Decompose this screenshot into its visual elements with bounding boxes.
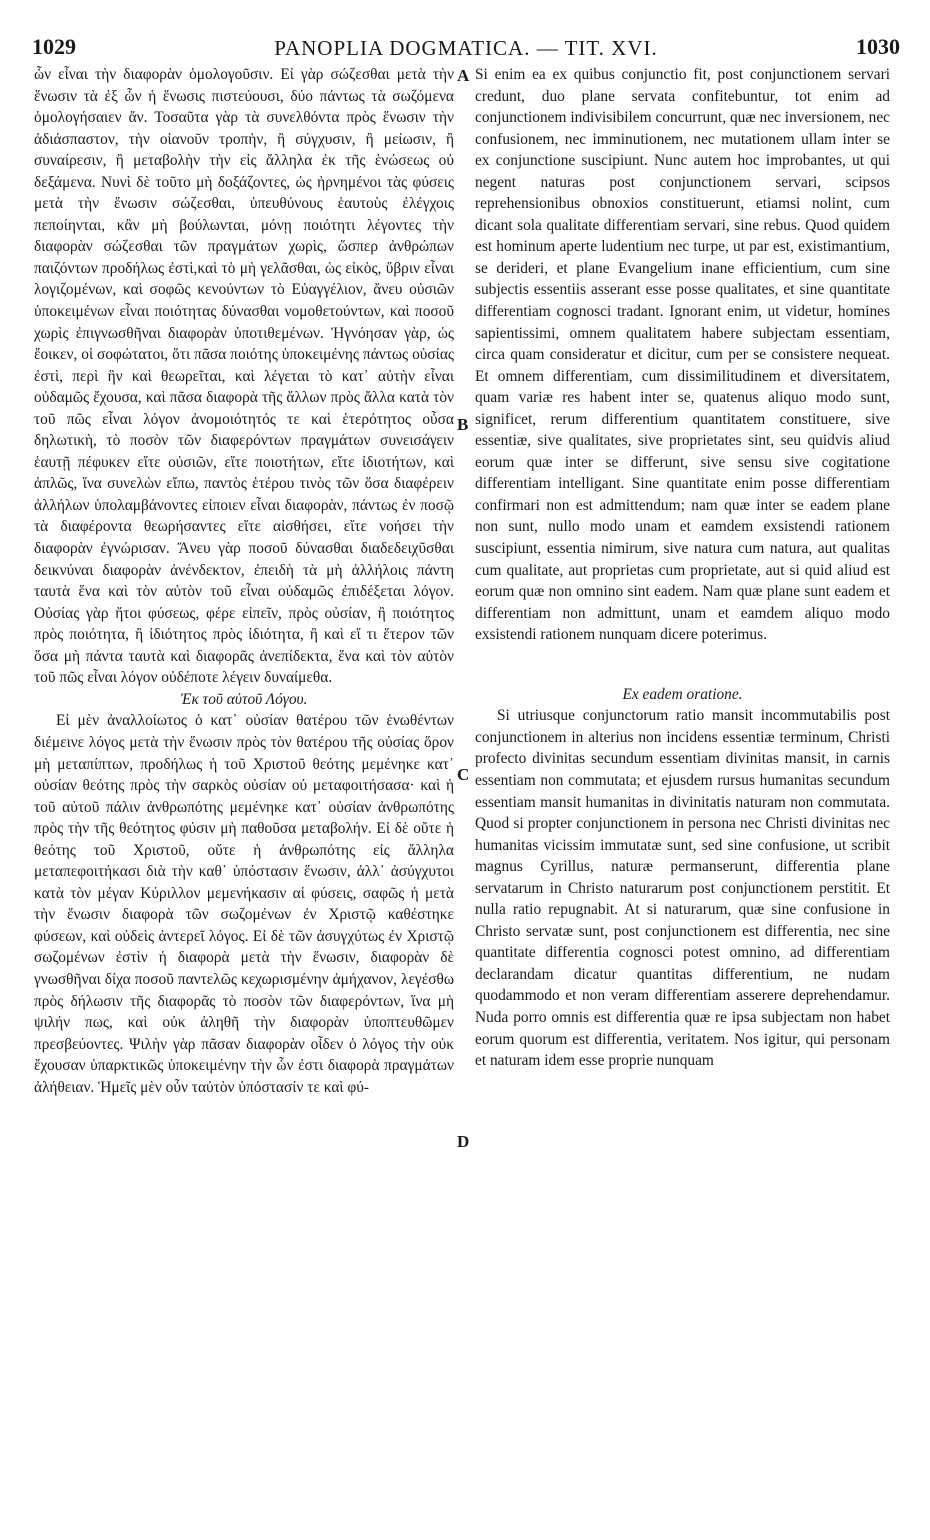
section-marker-d: D [457,1132,470,1151]
section-marker-b: B [457,415,469,434]
greek-paragraph-1: ὧν εἶναι τὴν διαφορὰν ὁμολογοῦσιν. Εἰ γὰρ σώζεσθαι μετὰ τὴν ἕνωσιν τὰ ἐξ ὧν ἡ ἕνωσις πιστεύουσι, δύο πάντως τὰ σωζόμενα ὁμολογήσαιεν ἄν. Τοσαῦτα γὰρ τὰ συνελθόντα πρὸς ἕνωσιν τὴν ἀδιάσπαστον, τὴν οἱανοῦν τροπὴν, ἢ σύγχυσιν, ἢ μείωσιν, ἢ συναίρεσιν, ἢ μεταβολὴν τὴν εἰς ἄλληλα ἐκ τῆς ἑνώσεως οὐ δεξάμενα. Νυνὶ δὲ τοῦτο μὴ δοξάζοντες, ὡς ἠρνημένοι τὰς φύσεις μετὰ τὴν ἕνωσιν σώζεσθαι, ὑπευθύνους ἑαυτοὺς ἐλέγχοις πεποίηνται, κἂν μὴ βούλωνται, μόνῃ ποιότητι λέγοντες τὴν διαφορὰν σώζεσθαι τῶν πραγμάτων χωρὶς, ὥσπερ ἀνθρώπων παιζόντων προδήλως ἐστὶ,καὶ τὸ μὴ γελᾶσθαι, ὡς εἰκὸς, ὕβριν εἶναι λογιζομένων, καὶ σοφῶς κενούντων τὸ Εὐαγγέλιον, ἄνευ οὐσιῶν ὑποκειμένων εἶναι ποιότητας δύνασθαι νομοθετούντων, καὶ ποσοῦ χωρὶς ἐπιγνωσθῆναι διαφορὰν ὑποτιθεμένων. Ἠγνόησαν γὰρ, ὡς ἔοικεν, οἱ σοφώτατοι, ὅτι πᾶσα ποιότης ὑποκειμένης πάντως οὐσίας ἐστὶ, περὶ ἣν καὶ θεωρεῖται, καὶ λέγεται τὸ κατ᾽ αὐτὴν εἶναι οὐδαμῶς ἔχουσα, καὶ πᾶσα διαφορὰ τῆς ἄλλων πρὸς ἄλλα κατὰ τὸν τοῦ πῶς εἶναι λόγον ἀνομοιότητός τε καὶ ἑτερότητος οὖσα δηλωτικὴ, τὸ ποσὸν τῶν διαφερόντων πραγμάτων συνεισάγειν ἑαυτῇ πέφυκεν εἴτε οὐσιῶν, εἴτε ποιοτήτων, εἴτε ἰδιοτήτων, καὶ ἁπλῶς, ἵνα συνελὼν εἴπω, παντὸς ἑτέρου τινὸς τῶν ὅσα διαφέρειν ἀλλήλων ὑπολαμβάνοντες εἰποιεν εἶναι διαφορὰν, πάντως ἐν ποσῷ τὰ διαφέροντα θεωρήσαντες εἴτε αἰσθήσει, εἴτε νοήσει τὴν διαφορὰν ἐγνώρισαν. Ἄνευ γὰρ ποσοῦ δύνασθαι διαδεδειχῦσθαι δεικνύναι διαφορὰν ἀνένδεκτον, ἐπειδὴ τὰ μὴ ἀλλήλοις πάντη ταυτὰ ἕνα καὶ τὸν αὐτὸν τοῦ εἶναι οὐδαμῶς ἐπιδέξεται λόγον. Οὐσίας γὰρ ἤτοι φύσεως, φέρε εἰπεῖν, πρὸς οὐσίαν, ἢ ποιότητος πρὸς ποιότητα, ἢ ἰδιότητος πρὸς ἰδιότητα, ἢ καὶ εἴ τι ἕτερον τῶν ὅσα μὴ πάντα ταυτὰ καὶ διαφορᾶς ἀνεπίδεκτα, ἕνα καὶ τὸν αὐτὸν τοῦ πῶς εἶναι λόγον οὐδέποτε λέγειν δυναίμεθα. [34,66,454,687]
section-marker-a: A [457,66,470,85]
latin-column [475,64,890,1072]
latin-paragraph-2: Si utriusque conjunctorum ratio mansit incommutabilis post conjunctionem in alterius non incidens essentiæ terminum, Christi profecto divinitas secundum essentiam divinitas mansit, in carnis essentiam non commutata; et ejusdem rursus humanitas secundum essentiam mansit humanitas in divinitatis naturam non commutata. Quod si propter conjunctionem in persona nec Christi divinitas nec humanitas vicissim immutatæ sunt, sed sine confusione, ut scribit magnus Cyrillus, naturæ permanserunt, differentia plane servatarum in Christo naturarum post conjunctionem perstitit. Et nulla ratio repugnabit. At si naturarum, quæ sine confusione in Christo servatæ sunt, post conjunctionem est differentia, nec sine quantitate differentia cognosci potest omnino, ad differentiam declarandam dicatur quantitas differentium, ne nudam quodammodo et non veram differentiam asserere deprehendamur. Nuda porro omnis est differentia quæ re ipsa subjectam non habet eorum quorum est differentia, veritatem. Nos igitur, qui personam et naturam idem esse proprie nunquam [475,707,890,1070]
greek-section-heading: Ἐκ τοῦ αὐτοῦ Λόγου. [180,690,308,708]
greek-column [34,64,454,1098]
right-page-number: 1030 [856,34,900,59]
greek-paragraph-2: Εἰ μὲν ἀναλλοίωτος ὁ κατ᾽ οὐσίαν θατέρου τῶν ἑνωθέντων διέμεινε λόγος μετὰ τὴν ἕνωσιν πρὸς τὸν θατέρου τῆς οὐσίας ὅρον μὴ μεταπίπτων, προδήλως ἡ τοῦ Χριστοῦ θεότης μεμένηκε κατ᾽ οὐσίαν θεότης πρὸς τὴν σαρκὸς οὐσίαν οὐ μεταφοιτήσασα· καὶ ἡ τοῦ αὐτοῦ πάλιν ἀνθρωπότης μεμένηκε κατ᾽ οὐσίαν ἀνθρωπότης πρὸς τὴν τῆς θεότητος φύσιν μὴ παθοῦσα μεταβολήν. Εἰ δὲ οὔτε ἡ θεότης τοῦ Χριστοῦ, οὔτε ἡ ἀνθρωπότης εἰς ἄλληλα μεταπεφοιτήκασι διὰ τὴν καθ᾽ ὑπόστασιν ἕνωσιν, ἀλλ᾽ ἀσύγχυτοι κατὰ τὸν μέγαν Κύριλλον μεμενήκασιν αἱ φύσεις, σαφῶς ἡ μετὰ τὴν ἕνωσιν διαφορὰ τῶν σωζομένων ἐν Χριστῷ καθέστηκε φύσεων, καὶ οὐδεὶς ἀντερεῖ λόγος. Εἰ δὲ τῶν ἀσυγχύτως ἐν Χριστῷ σωζομένων ἐστὶν ἡ διαφορὰ μετὰ τὴν ἕνωσιν, διαφορὰν δὲ γνωσθῆναι δίχα ποσοῦ παντελῶς κεχωρισμένην ἀμήχανον, λεγέσθω πρὸς δήλωσιν τῆς διαφορᾶς τὸ ποσὸν τῶν διαφερόντων, ἵνα μὴ ψιλήν πως, καὶ οὐκ ἀληθῆ τὴν διαφορὰν ὑποπτευθῶμεν πρεσβεύοντες. Ψιλὴν γὰρ πᾶσαν διαφορὰν οἶδεν ὁ λόγος τὴν οὐκ ἔχουσαν ὑπαρκτικῶς ὑποκειμένην τὴν ὧν ἐστι διαφορὰ πραγμάτων ἀλήθειαν. Ἡμεῖς μὲν οὖν ταὐτὸν ὑπόστασίν τε καὶ φύ- [34,712,454,1096]
running-title: PANOPLIA DOGMATICA. — TIT. XVI. [274,36,658,60]
latin-paragraph-1: Si enim ea ex quibus conjunctio fit, post conjunctionem servari credunt, duo plane servata confitebuntur, tot enim ad conjunctionem indivisibilem concurrunt, quæ nec inversionem, nec confusionem, nec imminutionem, nec mutationem ullam inter se ex conjunctione suscipiunt. Nunc autem hoc improbantes, ut qui negent naturas post conjunctionem servari, scipsos reprehensionibus obnoxios constituerunt, etiamsi nolint, cum dicant sola qualitate differentiam servari, sine rebus. Quod quidem est hominum aperte ludentium nec turpe, ut par est, existimantium, se derideri, et plane Evangelium inane efficientium, cum sine subjectis essentiis asserant esse posse qualitates, et sine quantitate differentiam cognosci tradant. Ignorant enim, ut videtur, homines sapientissimi, omnem qualitatem habere subjectam essentiam, circa quam consideratur et dicitur, cum per se consistere nequeat. Et omnem differentiam, cum dissimilitudinem et diversitatem, quam variæ res habent inter se, quatenus aliquo modo sunt, significet, rerum differentium quantitatem constituere, sive essentiæ, sive qualitates, sive proprietates sint, seu quidvis aliud eorum quæ inter se differunt, sive sensu sive cogitatione differentiam intelligant. Sine quantitate enim posse differentiam confirmari non est admittendum; nam quæ inter se eadem plane non sunt, nullo modo unam et eamdem exsistendi rationem suscipiunt, essentia nimirum, sive natura cum natura, aut qualitas cum qualitate, aut proprietas cum proprietate, aut si quid aliud est eorum quæ non omnino sint eadem. Nam quæ plane sunt eadem et differentiam non admittunt, unam et eamdem aliquo modo exsistendi rationem nunquam dicere poterimus. [475,66,890,644]
left-page-number: 1029 [32,34,76,59]
latin-section-heading: Ex eadem oratione. [622,685,743,703]
running-header [32,34,900,64]
section-marker-c: C [457,765,470,784]
